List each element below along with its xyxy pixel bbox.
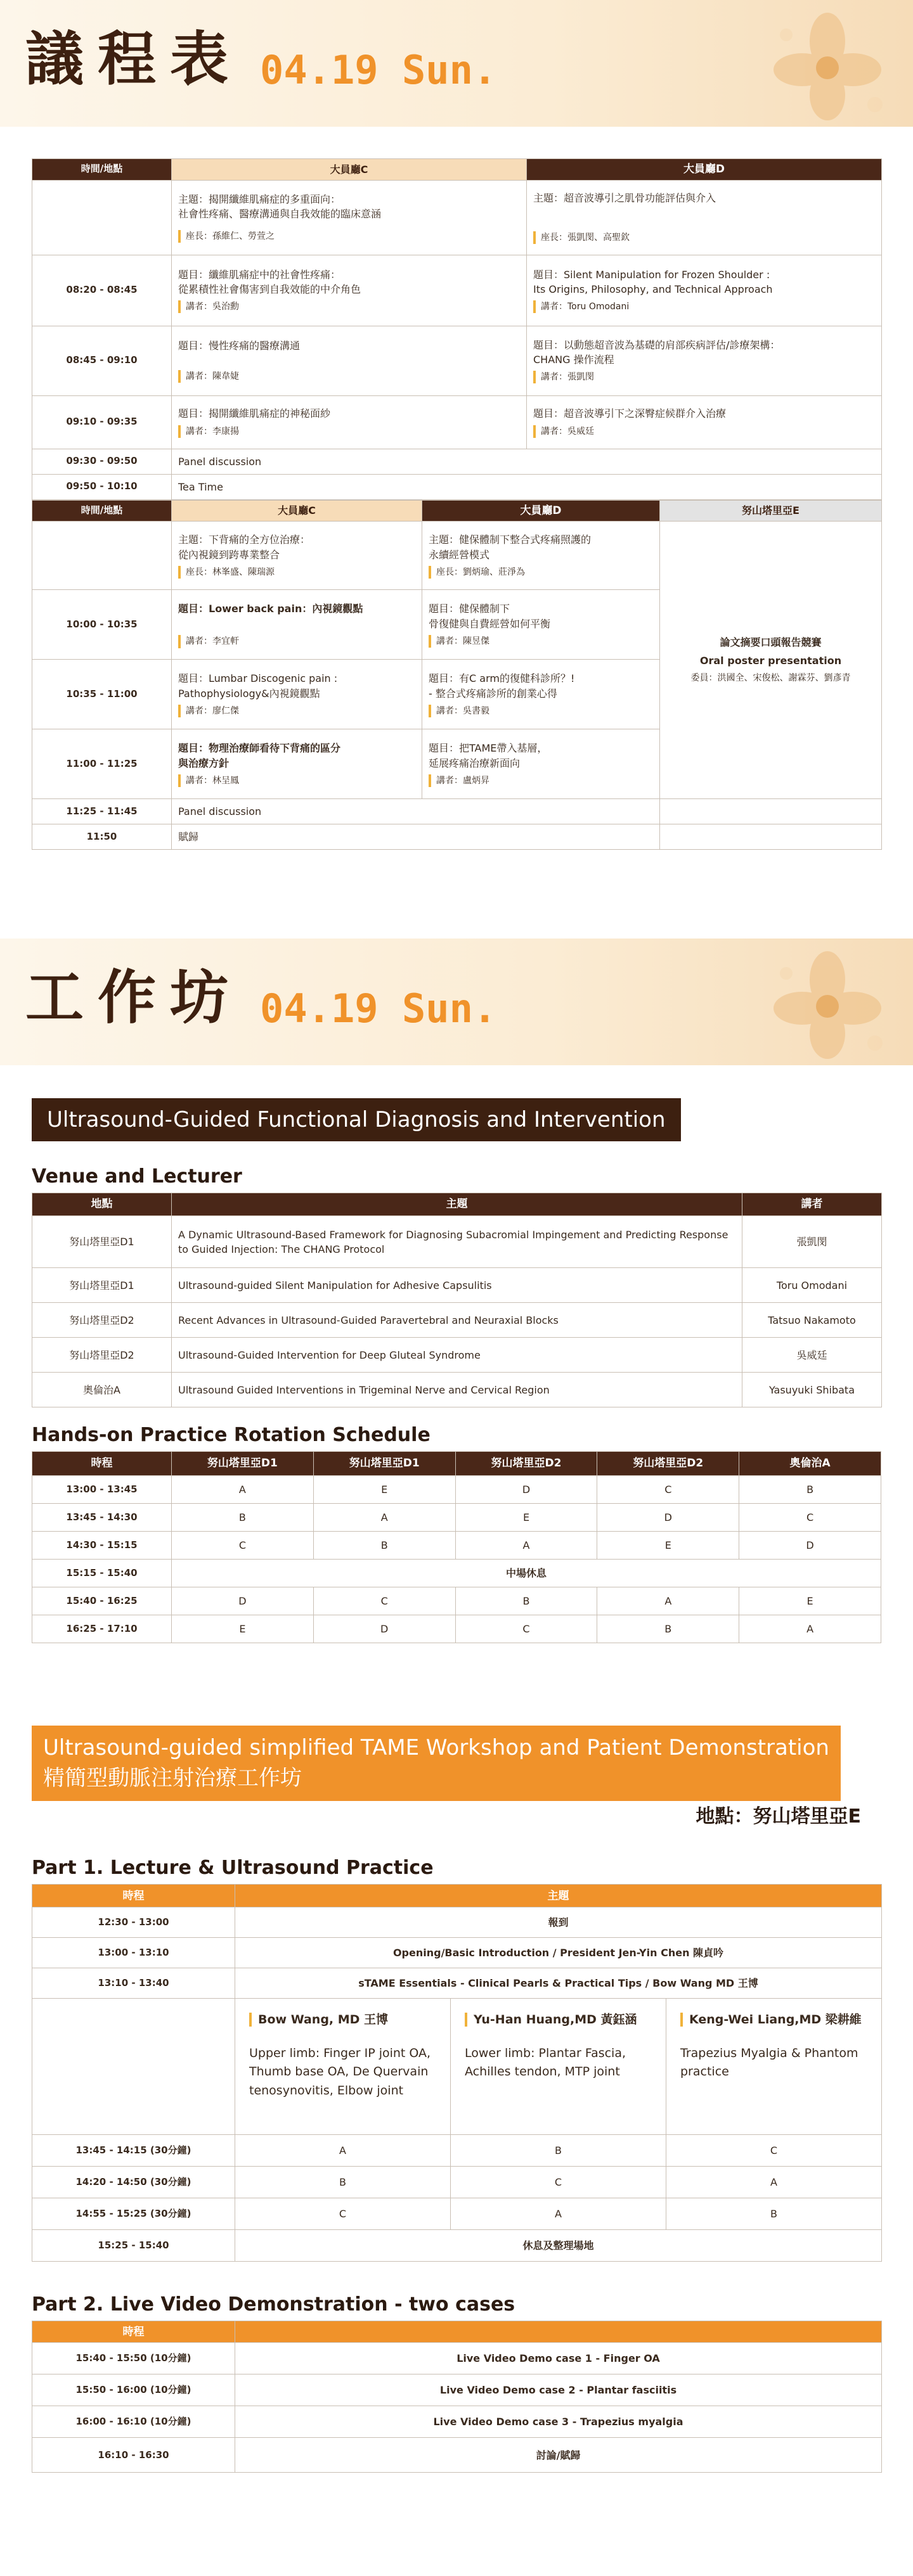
section2-title: Ultrasound-guided simplified TAME Workshop and Patient Demonstration 精簡型動脈注射治療工作坊 [32,1726,841,1801]
table-row: 16:25 - 17:10 E D C B A [32,1615,881,1643]
session-cell: 題目：Lumbar Discogenic pain : Pathophysiology&內視鏡觀點 講者：廖仁傑 [172,660,422,729]
table-row: 15:40 - 15:50 (10分鐘) Live Video Demo case 1 - Finger OA [32,2343,882,2374]
table-row: 09:50 - 10:10 Tea Time [32,474,882,499]
table-row: 10:35 - 11:00 題目：Lumbar Discogenic pain : Pathophysiology&內視鏡觀點 講者：廖仁傑 題目：有C arm的復健科診所？! - 整合式疼痛診所的創業心得 講者：吳書毅 [32,660,882,729]
part1-table: 時程 主題 12:30 - 13:00 報到 13:00 - 13:10 Opening/Basic Introduction / President Jen-Yin Chen 陳貞吟 13:10 - 13:40 sTAME Essentials - Clinical Pearls & Practical Tips / Bow Wang MD 王博 Bow Wang, MD 王博 Upper limb: Finger IP joint OA, Thumb base OA, De Quervain tenosynovitis, Elbow joint Yu-Han Huang,MD 黃鈺涵 Lower limb: Plantar Fascia, Achilles tendon, MTP joint Keng-Wei Liang,MD 梁耕維 Trapezius Myalgia & Phantom practice 13:45 - 14:15 (30分鐘) A B C 14:20 - 14:50 (30分鐘) B C A 14:55 - 15:25 (30分鐘) C A B 15:25 - 15:40 休息及整理場地 [32,1884,881,2262]
rotation-table: 時程 努山塔里亞D1 努山塔里亞D1 努山塔里亞D2 努山塔里亞D2 奧倫治A 13:00 - 13:45 A E D C B 13:45 - 14:30 B A E D C 14:30 - 15:15 C B A E D 15:15 - 15:40 中場休息 15:40 - 16:25 D C B A E 16:25 - 17:10 E D C B A [32,1451,881,1643]
section1-title: Ultrasound-Guided Functional Diagnosis and Intervention [32,1098,681,1141]
flower-decoration-icon [767,948,888,1059]
agenda-title: 議程表 [25,25,243,93]
table-row: 13:10 - 13:40 sTAME Essentials - Clinical Pearls & Practical Tips / Bow Wang MD 王博 [32,1968,882,1999]
session-cell: 主題：揭開纖維肌痛症的多重面向： 社會性疼痛、醫療溝通與自我效能的臨床意涵 座長：孫維仁、勞萱之 [172,180,527,255]
speaker-cell: Yu-Han Huang,MD 黃鈺涵 Lower limb: Plantar Fascia, Achilles tendon, MTP joint [451,1999,666,2135]
table-row: 08:45 - 09:10 題目：慢性疼痛的醫療溝通 講者：陳韋婕 題目：以動態超音波為基礎的肩部疾病評估/診療架構： CHANG 操作流程 講者：張凱閔 [32,326,882,395]
table-row: 奧倫治A Ultrasound Guided Interventions in Trigeminal Nerve and Cervical Region Yasuyuki Shibata [32,1373,882,1407]
location-label: 地點：努山塔里亞E [696,1805,861,1828]
session-cell: 主題：健保體制下整合式疼痛照護的 永續經營模式 座長：劉炳瑜、莊淨為 [422,522,660,590]
table-row: 11:00 - 11:25 題目：物理治療師看待下背痛的區分 與治療方針 講者：林呈鳳 題目：把TAME帶入基層， 延展疼痛治療新面向 講者：盧炳昇 [32,729,882,799]
speaker-cell: Bow Wang, MD 王博 Upper limb: Finger IP joint OA, Thumb base OA, De Quervain tenosynovitis, Elbow joint [235,1999,451,2135]
workshop-title: 工作坊 [25,964,243,1032]
session-cell: 主題：超音波導引之肌骨功能評估與介入 座長：張凱閔、高聖欽 [527,180,882,255]
table-row: 13:00 - 13:45 A E D C B [32,1476,881,1504]
table-row [32,1999,882,2135]
table-row: 15:50 - 16:00 (10分鐘) Live Video Demo case 2 - Plantar fasciitis [32,2374,882,2406]
session-cell: 題目：Silent Manipulation for Frozen Shoulder : Its Origins, Philosophy, and Technical Approach 講者：Toru Omodani [527,255,882,326]
header-time-location: 時間/地點 [32,159,172,181]
agenda-table-1 [32,158,881,850]
session-cell: 題目：超音波導引下之深臀症候群介入治療 講者：吳威廷 [527,395,882,449]
table-row [32,180,882,255]
table-row: 16:10 - 16:30 討論/賦歸 [32,2438,882,2473]
flower-decoration-icon [767,10,888,120]
table-row: 15:15 - 15:40 中場休息 [32,1560,881,1587]
header-room-c: 大員廳C [172,500,422,522]
table-row: 努山塔里亞D2 Ultrasound-Guided Intervention for Deep Gluteal Syndrome 吳威廷 [32,1338,882,1373]
header-time-location: 時間/地點 [32,500,172,522]
table-row [32,522,882,590]
table-row: 09:30 - 09:50 Panel discussion [32,449,882,474]
table-row: 12:30 - 13:00 報到 [32,1907,882,1938]
header-room-e: 努山塔里亞E [660,500,882,522]
table-row: 11:50 賦歸 [32,824,882,850]
session-cell: 題目：把TAME帶入基層， 延展疼痛治療新面向 講者：盧炳昇 [422,729,660,799]
speaker-cell: Keng-Wei Liang,MD 梁耕維 Trapezius Myalgia & Phantom practice [666,1999,882,2135]
table-row: 13:00 - 13:10 Opening/Basic Introduction / President Jen-Yin Chen 陳貞吟 [32,1938,882,1968]
session-cell: 題目：健保體制下 骨復健與自費經營如何平衡 講者：陳昱傑 [422,590,660,660]
session-cell: 題目：物理治療師看待下背痛的區分 與治療方針 講者：林呈鳳 [172,729,422,799]
table-row: 15:25 - 15:40 休息及整理場地 [32,2230,882,2262]
table-row: 08:20 - 08:45 題目：纖維肌痛症中的社會性疼痛： 從累積性社會傷害到自我效能的中介角色 講者：吳治勳 題目：Silent Manipulation for Frozen Shoulder : Its Origins, Philosophy, and Technical Approach 講者：Toru Omodani [32,255,882,326]
header-room-d: 大員廳D [422,500,660,522]
table-row: 14:55 - 15:25 (30分鐘) C A B [32,2198,882,2230]
table-row: 14:30 - 15:15 C B A E D [32,1532,881,1560]
venue-table: 地點 主題 講者 努山塔里亞D1 A Dynamic Ultrasound-Based Framework for Diagnosing Subacromial Impingement and Predicting Response to Guided Injection: The CHANG Protocol 張凱閔 努山塔里亞D1 Ultrasound-guided Silent Manipulation for Adhesive Capsulitis Toru Omodani 努山塔里亞D2 Recent Advances in Ultrasound-Guided Paravertebral and Neuraxial Blocks Tatsuo Nakamoto 努山塔里亞D2 Ultrasound-Guided Intervention for Deep Gluteal Syndrome 吳威廷 奧倫治A Ultrasound Guided Interventions in Trigeminal Nerve and Cervical Region Yasuyuki Shibata [32,1193,881,1407]
session-cell: 題目：Lower back pain：內視鏡觀點 講者：李宜軒 [172,590,422,660]
part1-title: Part 1. Lecture & Ultrasound Practice [32,1857,434,1880]
agenda-table-2 [32,500,882,850]
table-row: 努山塔里亞D1 Ultrasound-guided Silent Manipulation for Adhesive Capsulitis Toru Omodani [32,1268,882,1303]
session-cell: 題目：有C arm的復健科診所？! - 整合式疼痛診所的創業心得 講者：吳書毅 [422,660,660,729]
session-cell: 題目：揭開纖維肌痛症的神秘面紗 講者：李康揚 [172,395,527,449]
table-row: 努山塔里亞D2 Recent Advances in Ultrasound-Guided Paravertebral and Neuraxial Blocks Tatsuo Nakamoto [32,1303,882,1338]
table-row: 11:25 - 11:45 Panel discussion [32,799,882,824]
header-room-c: 大員廳C [172,159,527,181]
table-row: 14:20 - 14:50 (30分鐘) B C A [32,2167,882,2198]
agenda-date: 04.19 Sun. [260,47,497,93]
venue-title: Venue and Lecturer [32,1165,242,1188]
header-room-d: 大員廳D [527,159,882,181]
part2-title: Part 2. Live Video Demonstration - two cases [32,2293,515,2316]
table-row: 10:00 - 10:35 題目：Lower back pain：內視鏡觀點 講者：李宜軒 題目：健保體制下 骨復健與自費經營如何平衡 講者：陳昱傑 [32,590,882,660]
session-cell: 題目：纖維肌痛症中的社會性疼痛： 從累積性社會傷害到自我效能的中介角色 講者：吳治勳 [172,255,527,326]
table-row: 13:45 - 14:30 B A E D C [32,1504,881,1532]
table-row: 13:45 - 14:15 (30分鐘) A B C [32,2135,882,2167]
agenda-banner [0,0,913,127]
session-cell: 題目：以動態超音波為基礎的肩部疾病評估/診療架構： CHANG 操作流程 講者：張凱閔 [527,326,882,395]
session-cell: 主題：下背痛的全方位治療： 從內視鏡到跨專業整合 座長：林峯盛、陳瑞源 [172,522,422,590]
oral-poster-cell: 論文摘要口頭報告競賽 Oral poster presentation 委員：洪國全、宋俊松、謝霖芬、劉彥青 [660,522,882,799]
session-cell: 題目：慢性疼痛的醫療溝通 講者：陳韋婕 [172,326,527,395]
table-row: 16:00 - 16:10 (10分鐘) Live Video Demo case 3 - Trapezius myalgia [32,2406,882,2438]
table-row: 15:40 - 16:25 D C B A E [32,1587,881,1615]
tame-section [0,1726,913,1828]
workshop-banner [0,939,913,1065]
rotation-title: Hands-on Practice Rotation Schedule [32,1424,431,1447]
table-row: 09:10 - 09:35 題目：揭開纖維肌痛症的神秘面紗 講者：李康揚 題目：超音波導引下之深臀症候群介入治療 講者：吳威廷 [32,395,882,449]
table-row: 努山塔里亞D1 A Dynamic Ultrasound-Based Framework for Diagnosing Subacromial Impingement and Predicting Response to Guided Injection: The CHANG Protocol 張凱閔 [32,1216,882,1268]
part2-table: 時程 15:40 - 15:50 (10分鐘) Live Video Demo case 1 - Finger OA 15:50 - 16:00 (10分鐘) Live Video Demo case 2 - Plantar fasciitis 16:00 - 16:10 (10分鐘) Live Video Demo case 3 - Trapezius myalgia 16:10 - 16:30 討論/賦歸 [32,2321,881,2473]
workshop-date: 04.19 Sun. [260,985,497,1032]
